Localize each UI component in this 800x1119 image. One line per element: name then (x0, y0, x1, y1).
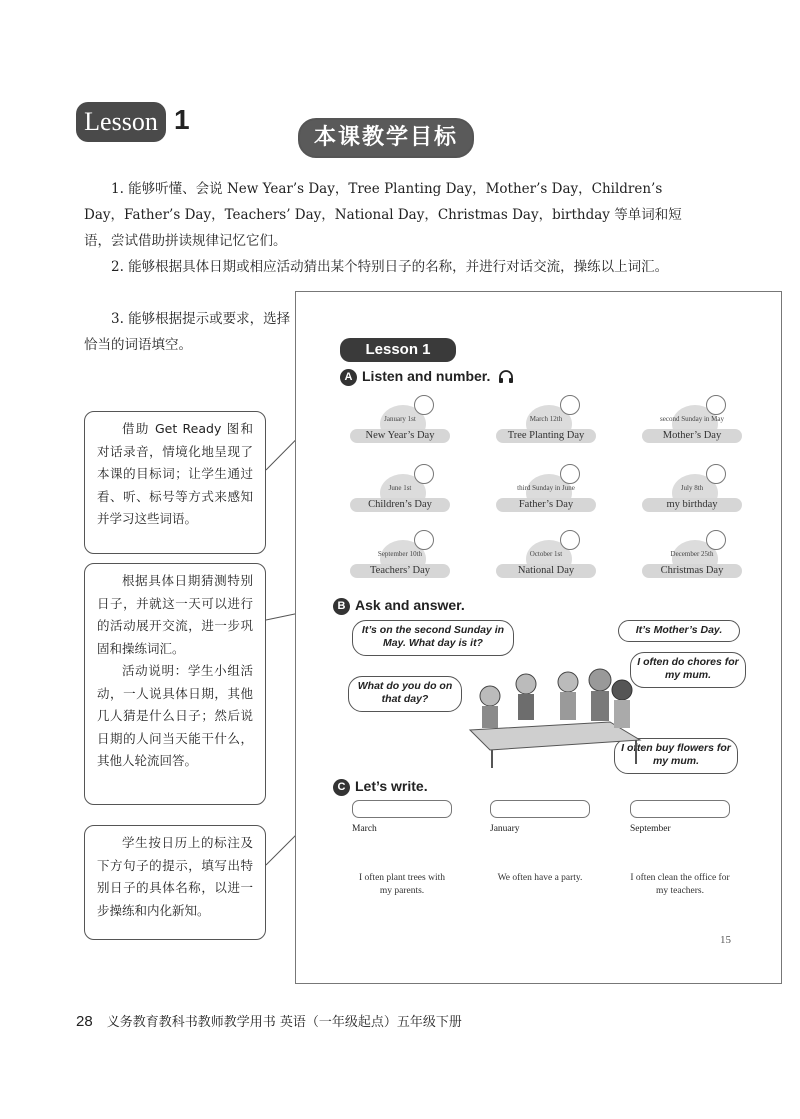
bubble-answer-2: I often do chores for my mum. (630, 652, 746, 688)
bubble-question-1: It’s on the second Sunday in May. What day is it? (352, 620, 514, 656)
calendar-sentence: We often have a party. (497, 873, 583, 883)
day-date: October 1st (529, 550, 563, 558)
number-circle[interactable] (414, 395, 434, 415)
day-name: New Year’s Day (350, 429, 450, 443)
goal-1: 1. 能够听懂、会说 New Year’s Day，Tree Planting Day，Mother’s Day，Children’s Day，Father’s Day，Teachers’ Day，National Day，Christmas Day，birthday 等单词和短语，尝试借助拼读规律记忆它们。 (84, 181, 682, 249)
calendar-january (490, 800, 590, 885)
number-circle[interactable] (706, 530, 726, 550)
page-footer (76, 1011, 462, 1030)
number-circle[interactable] (414, 530, 434, 550)
calendar-grid (352, 835, 452, 866)
section-c-heading (333, 778, 428, 796)
calendar-month: January (490, 824, 520, 834)
calendar-month: September (630, 824, 671, 834)
goal-3: 3. 能够根据提示或要求，选择恰当的词语填空。 (84, 311, 291, 353)
number-circle[interactable] (560, 464, 580, 484)
day-name: Tree Planting Day (496, 429, 596, 443)
calendar-month: March (352, 824, 377, 834)
teacher-note-1-text: 借助 Get Ready 图和对话录音，情境化地呈现了本课的目标词；让学生通过看、听、标号等方式来感知并学习这些词语。 (97, 421, 253, 526)
answer-blank[interactable] (490, 800, 590, 818)
day-date: July 8th (680, 484, 704, 492)
calendar-sentence: I often plant trees with my parents. (358, 873, 445, 896)
teacher-note-3-text: 学生按日历上的标注及下方句子的提示，填写出特别日子的具体名称，以进一步操练和内化新知。 (97, 835, 253, 918)
calendar-grid (490, 835, 590, 866)
section-a-letter: A (340, 369, 357, 386)
calendar-sentence: I often clean the office for my teachers. (630, 873, 730, 896)
goal-title: 本课教学目标 (298, 118, 474, 158)
day-name: National Day (496, 564, 596, 578)
calendar-september (630, 800, 730, 898)
number-circle[interactable] (560, 395, 580, 415)
day-date: January 1st (384, 415, 416, 423)
day-birthday (642, 474, 742, 522)
section-a-heading (340, 368, 514, 386)
answer-blank[interactable] (630, 800, 730, 818)
teacher-note-2-text: 根据具体日期猜测特别日子，并就这一天可以进行的活动展开交流，进一步巩固和操练词汇。 (97, 573, 253, 656)
children-illustration (460, 660, 650, 770)
footer-page-number: 28 (76, 1013, 93, 1030)
calendar-march (352, 800, 452, 898)
day-mothers (642, 405, 742, 453)
pupil-book-lesson-label: Lesson 1 (340, 338, 456, 362)
teacher-note-2-activity: 活动说明：学生小组活动，一人说具体日期，其他几人猜是什么日子；然后说日期的人问当天能干什么，其他人轮流回答。 (97, 663, 253, 768)
day-date: June 1st (388, 484, 412, 492)
lesson-number: 1 (174, 104, 190, 135)
day-name: Children’s Day (350, 498, 450, 512)
day-date: second Sunday in May (660, 415, 724, 423)
bubble-question-2: What do you do on that day? (348, 676, 462, 712)
goal-2: 2. 能够根据具体日期或相应活动猜出某个特别日子的名称，并进行对话交流，操练以上词汇。 (111, 259, 669, 275)
number-circle[interactable] (706, 395, 726, 415)
footer-title: 义务教育教科书教师教学用书 英语（一年级起点）五年级下册 (106, 1015, 462, 1030)
day-new-years (350, 405, 450, 453)
day-date: December 25th (670, 550, 714, 558)
section-a-title: Listen and number. (362, 368, 491, 384)
day-name: Christmas Day (642, 564, 742, 578)
day-name: Mother’s Day (642, 429, 742, 443)
day-name: my birthday (642, 498, 742, 512)
bubble-answer-1: It’s Mother’s Day. (618, 620, 740, 642)
section-b-letter: B (333, 598, 350, 615)
section-c-title: Let’s write. (355, 778, 428, 794)
headphones-icon (498, 370, 514, 384)
bubble-answer-3: I often buy flowers for my mum. (614, 738, 738, 774)
day-date: March 12th (529, 415, 563, 423)
calendar-grid (630, 835, 730, 866)
day-childrens (350, 474, 450, 522)
day-christmas (642, 540, 742, 588)
number-circle[interactable] (560, 530, 580, 550)
day-tree-planting (496, 405, 596, 453)
section-c-letter: C (333, 779, 350, 796)
day-national (496, 540, 596, 588)
number-circle[interactable] (414, 464, 434, 484)
day-name: Father’s Day (496, 498, 596, 512)
section-b-heading (333, 597, 465, 615)
pupil-book-page-number: 15 (720, 934, 731, 946)
answer-blank[interactable] (352, 800, 452, 818)
day-fathers (496, 474, 596, 522)
day-date: September 10th (377, 550, 423, 558)
section-b-title: Ask and answer. (355, 597, 465, 613)
day-date: third Sunday in June (517, 484, 575, 492)
day-name: Teachers’ Day (350, 564, 450, 578)
lesson-label: Lesson (76, 102, 166, 142)
number-circle[interactable] (706, 464, 726, 484)
day-teachers (350, 540, 450, 588)
